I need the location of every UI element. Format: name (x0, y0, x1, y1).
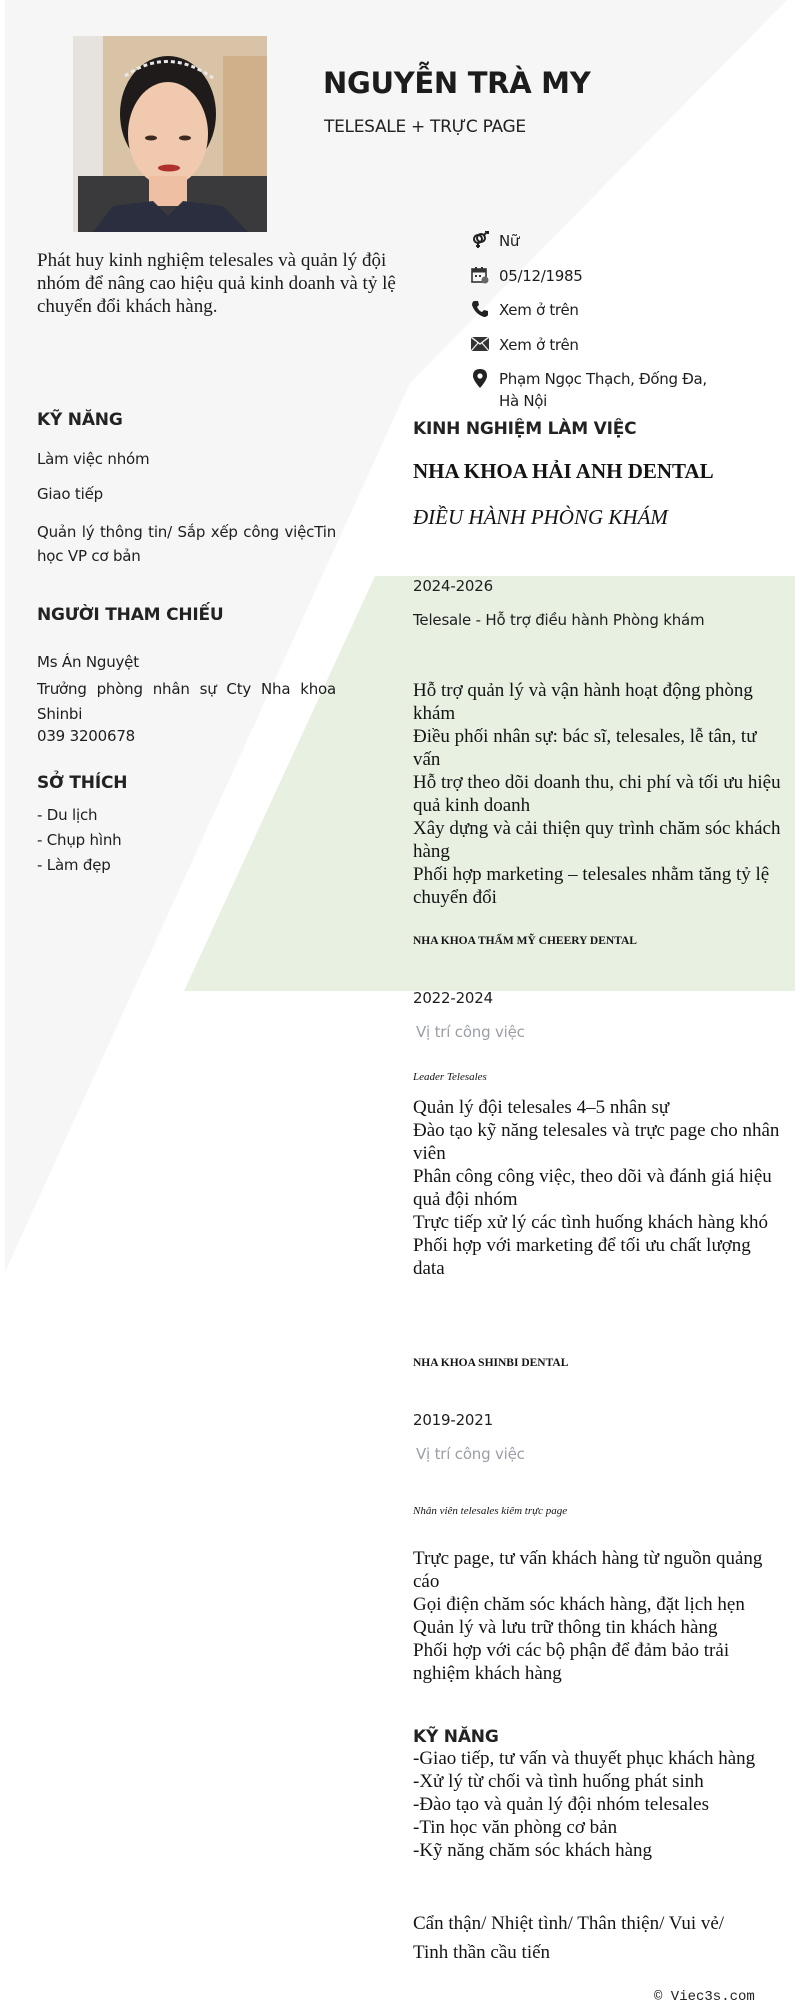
phone-value: Xem ở trên (499, 301, 579, 319)
job-company: NHA KHOA HẢI ANH DENTAL (413, 459, 714, 483)
hobby-item: - Làm đẹp (37, 856, 111, 874)
experience-heading: KINH NGHIỆM LÀM VIỆC (413, 419, 637, 439)
birthday-value: 05/12/1985 (499, 266, 583, 285)
duty-item: Gọi điện chăm sóc khách hàng, đặt lịch hẹn (413, 1594, 745, 1615)
skill-item: Quản lý thông tin/ Sắp xếp công việcTin học VP cơ bản (37, 523, 336, 565)
mail-icon (470, 334, 490, 354)
reference-phone: 039 3200678 (37, 727, 136, 745)
skill-item: -Kỹ năng chăm sóc khách hàng (413, 1840, 653, 1861)
duty-item: Trực page, tư vấn khách hàng từ nguồn quảng cáo (413, 1548, 763, 1592)
reference-role: Trưởng phòng nhân sự Cty Nha khoa Shinbi (37, 680, 336, 723)
job-position-placeholder: Vị trí công việc (416, 1023, 525, 1041)
duty-item: Phối hợp với các bộ phận để đảm bảo trải nghiệm khách hàng (413, 1640, 730, 1684)
gender-value: Nữ (499, 232, 520, 250)
duty-item: Quản lý đội telesales 4–5 nhân sự (413, 1097, 670, 1118)
phone-icon (470, 299, 490, 319)
job-duties (413, 1096, 783, 1280)
skill-item: Làm việc nhóm (37, 450, 150, 468)
candidate-name: NGUYỄN TRÀ MY (323, 66, 591, 100)
skill-item: -Giao tiếp, tư vấn và thuyết phục khách hàng (413, 1748, 756, 1769)
location-pin-icon (470, 368, 490, 388)
job-subtitle: ĐIỀU HÀNH PHÒNG KHÁM (413, 505, 668, 529)
career-objective: Phát huy kinh nghiệm telesales và quản lý đội nhóm để nâng cao hiệu quả kinh doanh và tỷ lệ chuyển đổi khách hàng. (37, 250, 396, 317)
job-period: 2024-2026 (413, 577, 493, 595)
profile-photo (73, 36, 267, 232)
calendar-icon (470, 265, 490, 285)
duty-item: Hỗ trợ theo dõi doanh thu, chi phí và tối ưu hiệu quả kinh doanh (413, 772, 781, 816)
duty-item: Quản lý và lưu trữ thông tin khách hàng (413, 1617, 718, 1638)
duty-item: Hỗ trợ quản lý và vận hành hoạt động phòng khám (413, 680, 753, 724)
footer-watermark: © Viec3s.com (654, 1989, 755, 2005)
contact-gender (470, 230, 770, 265)
contact-email (470, 334, 770, 369)
job-position: Telesale - Hỗ trợ điều hành Phòng khám (413, 611, 705, 629)
contact-birthday (470, 265, 770, 300)
contact-phone (470, 299, 770, 334)
skills-right-list (413, 1747, 783, 1862)
job-duties (413, 679, 783, 909)
skills-heading: KỸ NĂNG (37, 410, 123, 430)
job-period: 2022-2024 (413, 989, 493, 1007)
skill-item: -Xử lý từ chối và tình huống phát sinh (413, 1771, 704, 1792)
duty-item: Phối hợp marketing – telesales nhằm tăng tỷ lệ chuyển đổi (413, 864, 770, 908)
references-heading: NGƯỜI THAM CHIẾU (37, 605, 224, 625)
duty-item: Phối hợp với marketing để tối ưu chất lượng data (413, 1235, 751, 1279)
duty-item: Xây dựng và cải thiện quy trình chăm sóc khách hàng (413, 818, 781, 862)
reference-name: Ms Án Nguyệt (37, 653, 139, 671)
duty-item: Phân công công việc, theo dõi và đánh giá hiệu quả đội nhóm (413, 1166, 772, 1210)
job-duties (413, 1547, 783, 1685)
job-company: NHA KHOA THẨM MỸ CHEERY DENTAL (413, 935, 637, 947)
duty-item: Đào tạo kỹ năng telesales và trực page cho nhân viên (413, 1120, 780, 1164)
job-position-placeholder: Vị trí công việc (416, 1445, 525, 1463)
duty-item: Điều phối nhân sự: bác sĩ, telesales, lễ tân, tư vấn (413, 726, 757, 770)
job-position: Nhân viên telesales kiêm trực page (413, 1505, 568, 1517)
skills-right-heading: KỸ NĂNG (413, 1727, 499, 1747)
hobby-item: - Chụp hình (37, 831, 122, 849)
address-value: Phạm Ngọc Thạch, Đống Đa, Hà Nội (499, 370, 707, 410)
hobby-item: - Du lịch (37, 806, 98, 824)
job-company: NHA KHOA SHINBI DENTAL (413, 1357, 569, 1369)
contact-info (470, 230, 770, 412)
personal-traits: Cẩn thận/ Nhiệt tình/ Thân thiện/ Vui vẻ/ Tinh thần cầu tiến (413, 1913, 725, 1963)
contact-address (470, 368, 770, 412)
skill-item: -Đào tạo và quản lý đội nhóm telesales (413, 1794, 710, 1815)
skill-item: Giao tiếp (37, 485, 103, 503)
job-position: Leader Telesales (413, 1071, 487, 1083)
hobbies-heading: SỞ THÍCH (37, 773, 128, 793)
duty-item: Trực tiếp xử lý các tình huống khách hàng khó (413, 1212, 768, 1233)
job-period: 2019-2021 (413, 1411, 493, 1429)
job-title: TELESALE + TRỰC PAGE (324, 117, 526, 137)
skill-item: -Tin học văn phòng cơ bản (413, 1817, 618, 1838)
gender-icon (470, 230, 490, 250)
email-value: Xem ở trên (499, 335, 579, 354)
